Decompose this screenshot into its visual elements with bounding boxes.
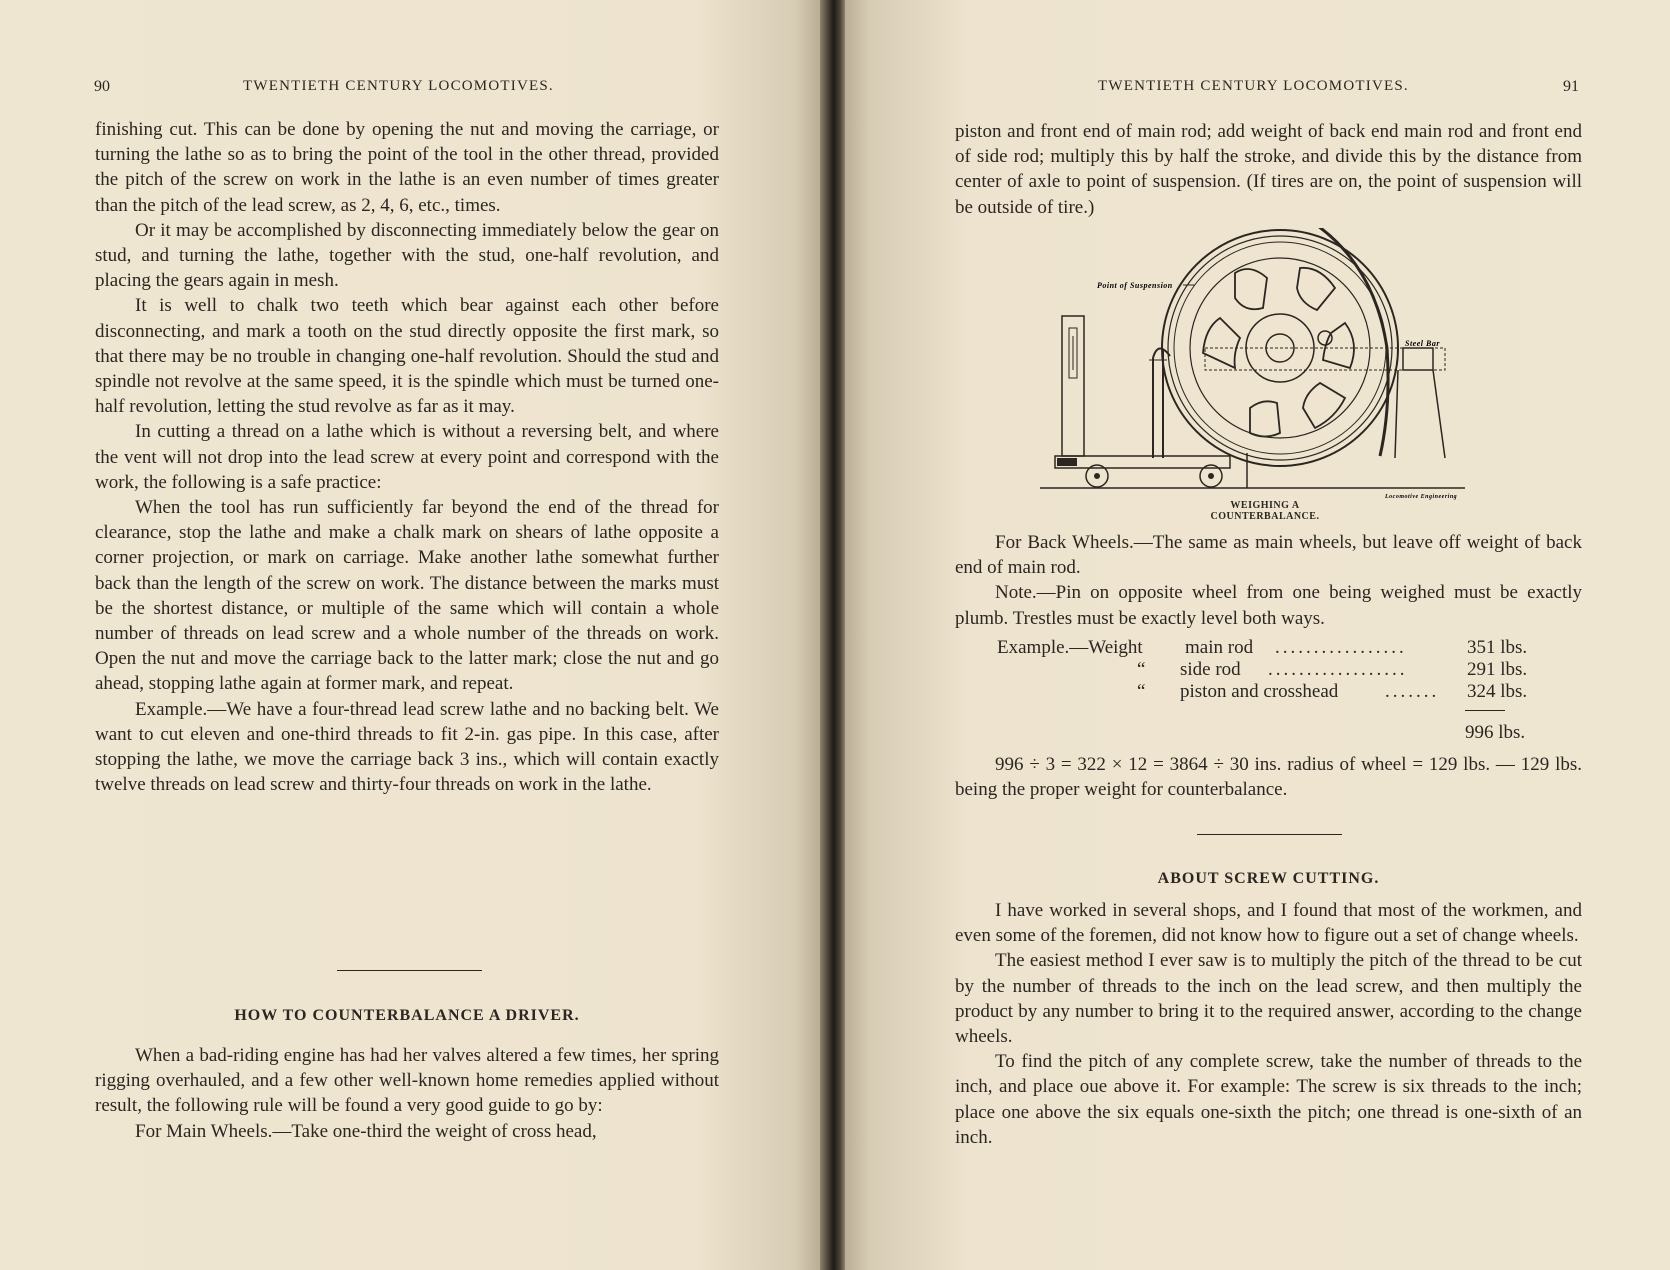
- label-steel-bar: Steel Bar: [1405, 339, 1440, 348]
- example-value: 324 lbs.: [1467, 681, 1528, 702]
- example-value: 291 lbs.: [1467, 659, 1528, 680]
- leader-dots: .................: [1275, 637, 1407, 658]
- calculation: 996 ÷ 3 = 322 × 12 = 3864 ÷ 30 ins. radius of wheel = 129 lbs. — 129 lbs. being the proper weight for counterbalance.: [955, 754, 1582, 801]
- paragraph: To find the pitch of any complete screw, take the number of threads to the inch, and place oue above it. For example: The screw is six threads to the inch; place one above the six equals one-sixth the pitch; one thread is one-sixth of an inch.: [955, 1051, 1582, 1148]
- label-point-of-suspension: Point of Suspension: [1097, 281, 1173, 290]
- paragraph: When the tool has run sufficiently far beyond the end of the thread for clearance, stop the lathe and make a chalk mark on shears of lathe opposite a corner projection, or mark on carriage. Make another lathe somewhat further back than the length of the screw on work. The distance between the marks must be the shortest distance, or multiple of the same which will contain a whole number of threads on lead screw and a whole number of the threads on work. Open the nut and move the carriage back to the latter mark; close the nut and go ahead, stopping lathe again at former mark, and repeat.: [95, 497, 719, 695]
- page-number: 90: [94, 78, 110, 95]
- paragraph: When a bad-riding engine has had her valves altered a few times, her spring rigging overhauled, and a few other well-known home remedies applied without result, the following rule will be found a very good guide to go by:: [95, 1045, 719, 1117]
- example-item: main rod: [1185, 637, 1254, 658]
- section-heading: ABOUT SCREW CUTTING.: [1157, 870, 1380, 887]
- running-head: TWENTIETH CENTURY LOCOMOTIVES.: [1098, 78, 1409, 94]
- paragraph: For Main Wheels.—Take one-third the weight of cross head,: [135, 1120, 597, 1142]
- example-label: Example.—Weight: [997, 637, 1143, 658]
- book-spine: [820, 0, 845, 1270]
- example-total: 996 lbs.: [1465, 722, 1526, 743]
- leader-dots: .......: [1385, 681, 1440, 702]
- example-value: 351 lbs.: [1467, 637, 1528, 658]
- section-divider: [337, 970, 482, 971]
- sum-rule: [1465, 710, 1505, 711]
- paragraph: piston and front end of main rod; add weight of back end main rod and front end of side rod; multiply this by half the stroke, and divide this by the distance from center of axle to point of suspension. (If tires are on, the point of suspension will be outside of tire.): [955, 121, 1582, 218]
- section-heading: HOW TO COUNTERBALANCE A DRIVER.: [234, 1007, 580, 1024]
- counterbalance-figure: [1035, 228, 1465, 508]
- intro-text: [955, 119, 1582, 220]
- paragraph: Or it may be accomplished by disconnecting immediately below the gear on stud, and turning the lathe, together with the stud, one-half revolution, and placing the gears again in mesh.: [95, 219, 719, 292]
- paragraph: Example.—We have a four-thread lead screw lathe and no backing belt. We want to cut eleven and one-third threads to fit 2-in. gas pipe. In this case, after stopping the lathe, we move the carriage back 3 ins., which will contain exactly twelve threads on lead screw and thirty-four threads on work in the lathe.: [95, 698, 719, 796]
- body-text: [955, 530, 1582, 631]
- example-item: side rod: [1180, 659, 1241, 680]
- left-page: [0, 0, 820, 1270]
- paragraph: Note.—Pin on opposite wheel from one being weighed must be exactly plumb. Trestles must be exactly level both ways.: [955, 582, 1582, 629]
- paragraph: finishing cut. This can be done by opening the nut and moving the carriage, or turning the lathe so as to bring the point of the tool in the other thread, provided the pitch of the screw on work in the lathe is an even number of times greater than the pitch of the lead screw, as 2, 4, 6, etc., times.: [95, 119, 719, 216]
- paragraph: The easiest method I ever saw is to multiply the pitch of the thread to be cut by the number of threads to the inch on the lead screw, and then multiply the product by any number to bring it to the required answer, according to the change wheels.: [955, 950, 1582, 1048]
- page-number: 91: [1563, 78, 1579, 95]
- section-divider: [1197, 834, 1342, 835]
- paragraph: For Back Wheels.—The same as main wheels, but leave off weight of back end of main rod.: [955, 532, 1582, 579]
- leader-dots: ..................: [1268, 659, 1408, 680]
- body-text: [95, 117, 719, 797]
- ditto-mark: “: [1137, 659, 1146, 680]
- figure-credit: Locomotive Engineering: [1385, 494, 1458, 500]
- figure-caption: WEIGHING A COUNTERBALANCE.: [1210, 500, 1320, 522]
- right-page: [845, 0, 1670, 1270]
- ditto-mark: “: [1137, 681, 1146, 702]
- running-head: TWENTIETH CENTURY LOCOMOTIVES.: [243, 78, 554, 94]
- section-text: [955, 898, 1582, 1150]
- example-item: piston and crosshead: [1180, 681, 1339, 702]
- section-text: [95, 1043, 719, 1144]
- paragraph: In cutting a thread on a lathe which is without a reversing belt, and where the vent will not drop into the lead screw at every point and correspond with the work, the following is a safe practice:: [95, 421, 719, 493]
- paragraph: It is well to chalk two teeth which bear against each other before disconnecting, and mark a tooth on the stud directly opposite the first mark, so that there may be no trouble in changing one-half revolution. Should the stud and spindle not revolve at the same speed, it is the spindle which must be turned one-half revolution, letting the stud revolve as far as it may.: [95, 295, 719, 418]
- paragraph: I have worked in several shops, and I found that most of the workmen, and even some of the foremen, did not know how to figure out a set of change wheels.: [955, 900, 1582, 947]
